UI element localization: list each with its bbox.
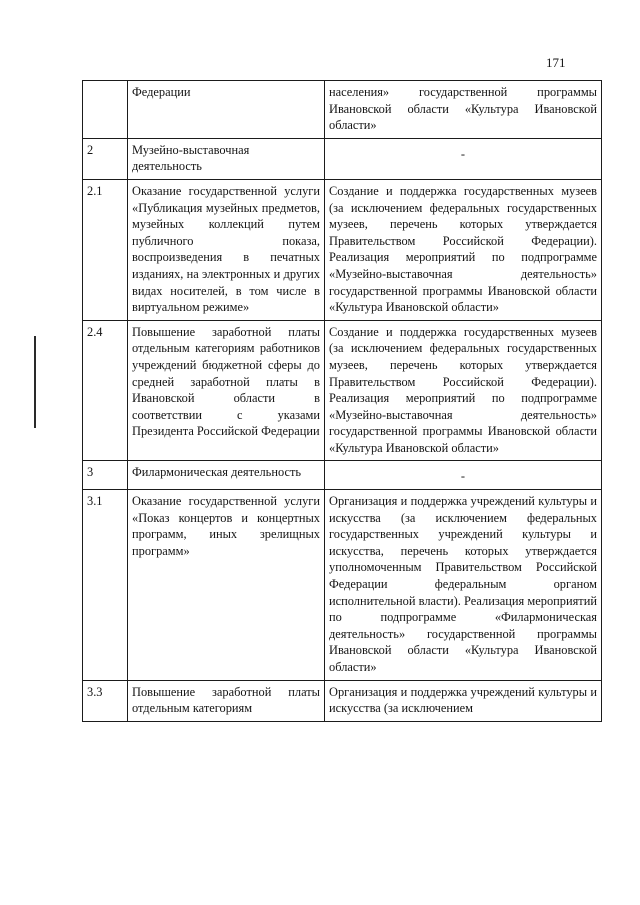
section-title-cell: Филармоническая деятельность (128, 461, 325, 490)
row-number: 3.1 (83, 490, 128, 681)
service-cell: Федерации (128, 81, 325, 139)
row-number (83, 81, 128, 139)
row-number: 3.3 (83, 680, 128, 721)
description-cell (325, 461, 602, 490)
service-cell: Повышение заработной платы отдельным категориям (128, 680, 325, 721)
page-number: 171 (546, 55, 566, 70)
empty-dash: - (460, 146, 466, 161)
row-number: 2.4 (83, 320, 128, 461)
description-cell: Создание и поддержка государственных музеев (за исключением федеральных государственных музеев, перечень которых утверждается Правительством Российской Федерации). Реализация мероприятий по подпрограмме «Музейно-выставочная деятельность» государственной программы Ивановской области «Культура Ивановской области» (325, 320, 602, 461)
section-title-cell: Музейно-выставочная деятельность (128, 138, 325, 179)
description-cell: Создание и поддержка государственных музеев (за исключением федеральных государственных музеев, перечень которых утверждается Правительством Российской Федерации). Реализация мероприятий по подпрограмме «Музейно-выставочная деятельность» государственной программы Ивановской области «Культура Ивановской области» (325, 179, 602, 320)
description-cell: населения» государственной программы Ивановской области «Культура Ивановской области» (325, 81, 602, 139)
table-row (83, 461, 602, 490)
row-number: 2 (83, 138, 128, 179)
empty-dash: - (460, 469, 466, 484)
description-cell (325, 138, 602, 179)
description-cell: Организация и поддержка учреждений культуры и искусства (за исключением федеральных государственных учреждений культуры и искусства, перечень которых утверждается уполномоченным Правительством Российской Федерации федеральным органом исполнительной власти). Реализация мероприятий по подпрограмме «Филармоническая деятельность» государственной программы Ивановской области «Культура Ивановской области» (325, 490, 602, 681)
service-cell: Оказание государственной услуги «Публикация музейных предметов, музейных коллекций путем публичного показа, воспроизведения в печатных изданиях, на электронных и других видах носителей, в том числе в виртуальном режиме» (128, 179, 325, 320)
table-row (83, 680, 602, 721)
table-row (83, 320, 602, 461)
table-row (83, 490, 602, 681)
description-cell: Организация и поддержка учреждений культуры и искусства (за исключением (325, 680, 602, 721)
table-row (83, 81, 602, 139)
margin-mark (34, 336, 36, 428)
service-cell: Повышение заработной платы отдельным категориям работников учреждений бюджетной сферы до средней заработной платы в Ивановской области в соответствии с указами Президента Российской Федерации (128, 320, 325, 461)
measures-table (82, 80, 602, 722)
row-number: 2.1 (83, 179, 128, 320)
row-number: 3 (83, 461, 128, 490)
table-row (83, 138, 602, 179)
table-row (83, 179, 602, 320)
service-cell: Оказание государственной услуги «Показ концертов и концертных программ, иных зрелищных программ» (128, 490, 325, 681)
